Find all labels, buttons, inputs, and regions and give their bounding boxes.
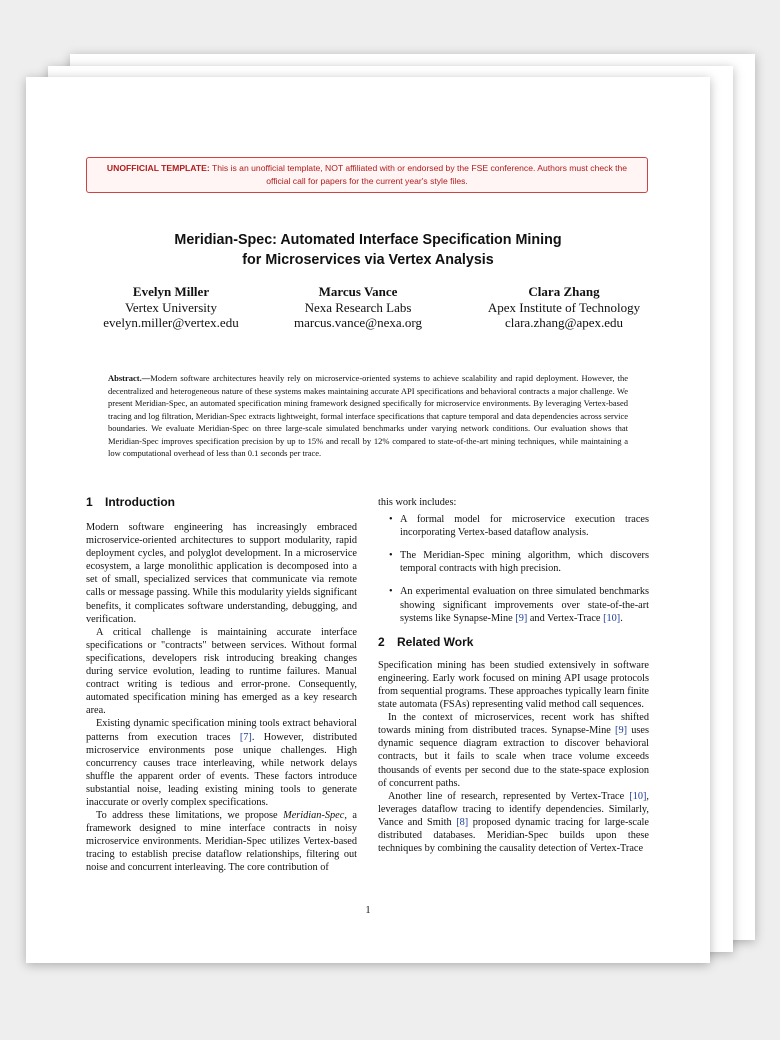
paper-title xyxy=(26,230,710,270)
author-affiliation: Apex Institute of Technology xyxy=(487,299,641,315)
page-number: 1 xyxy=(365,905,371,916)
banner-label: UNOFFICIAL TEMPLATE: xyxy=(106,163,210,173)
text-run: . xyxy=(620,612,623,624)
citation-link[interactable]: [7] xyxy=(239,731,252,743)
title-line-2: for Microservices via Vertex Analysis xyxy=(242,252,494,268)
citation-link[interactable]: [9] xyxy=(615,725,628,737)
author-email: marcus.vance@nexa.org xyxy=(294,315,422,331)
abstract-text: Modern software architectures heavily rely on microservice-oriented systems to achieve scalability and rapid deployment. However, the decentralized and heterogeneous nature of these systems makes maintaining accurate API specifications and behavioral contracts a major challenge. We present Meridian-Spec, an automated specification mining framework designed specifically for microservice environments. By leveraging Vertex-based tracing and log filtration, Meridian-Spec extracts lightweight, formal interface specifications that capture temporal and data dependencies across service boundaries. We evaluate Meridian-Spec on three large-scale simulated benchmarks under varying network conditions. Our evaluation shows that Meridian-Spec improves specification precision by up to 15% and recall by 12% compared to state-of-the-art mining techniques, while maintaining a low computational overhead of less than 0.1 seconds per trace. xyxy=(108,373,628,459)
text-run: . However, distributed microservice environments pose unique challenges. High concurrency causes trace interleaving, while network delays shuffle the apparent order of events. These factors introduce substantial noise, leading existing mining tools to generate inaccurate or overly complex specifications. xyxy=(86,731,357,808)
author-2 xyxy=(243,284,473,331)
text-run: , a framework designed to mine interface contracts in noisy microservice environments. Meridian-Spec utilizes Vertex-based tracing to establish precise dataflow relationships, filtering out noise and concurrent interleaving. The core contribution of xyxy=(86,810,357,874)
section-title: Introduction xyxy=(105,495,175,509)
text-run: proposed dynamic tracing for large-scale distributed databases. Meridian-Spec builds upon these techniques by combining the causality detection of Vertex-Trace xyxy=(378,816,649,855)
system-name-emphasis: Meridian-Spec xyxy=(283,810,345,822)
related-paragraph-2 xyxy=(378,711,649,790)
abstract-label: Abstract.— xyxy=(108,373,151,383)
left-column xyxy=(86,495,357,875)
bullet-icon: • xyxy=(389,514,393,526)
citation-link[interactable]: [8] xyxy=(456,816,469,828)
author-affiliation: Vertex University xyxy=(124,299,218,315)
contribution-item xyxy=(378,585,649,624)
citation-link[interactable]: [9] xyxy=(515,612,528,624)
author-email: evelyn.miller@vertex.edu xyxy=(103,315,239,331)
title-line-1: Meridian-Spec: Automated Interface Specification Mining xyxy=(174,232,562,248)
banner-text: This is an unofficial template, NOT affiliated with or endorsed by the FSE conference. Authors must check the official call for papers for the current year's style files. xyxy=(211,163,628,186)
author-name: Clara Zhang xyxy=(528,284,600,299)
text-run: and Vertex-Trace xyxy=(527,612,604,624)
text-run: Existing dynamic specification mining tools extract behavioral patterns from execution traces xyxy=(86,718,357,743)
bullet-icon: • xyxy=(389,550,393,562)
contributions-lead: this work includes: xyxy=(378,497,457,508)
contribution-item xyxy=(378,549,649,575)
intro-paragraph-2: A critical challenge is maintaining accurate interface specifications or "contracts" between services. Without formal specifications, developers risk introducing breaking changes during service evolution, leading to runtime failures. Manual contract writing is tedious and error-prone. Consequently, automated specification mining has emerged as a key research area. xyxy=(86,626,357,717)
text-run: In the context of microservices, recent work has shifted towards mining from distributed traces. Synapse-Mine xyxy=(378,712,649,737)
intro-paragraph-3 xyxy=(86,717,357,809)
related-paragraph-3 xyxy=(378,790,649,855)
citation-link[interactable]: [10] xyxy=(629,790,647,802)
contribution-text: The Meridian-Spec mining algorithm, which discovers temporal contracts with high precision. xyxy=(400,550,649,575)
unofficial-template-banner xyxy=(86,157,648,193)
section-heading-related-work xyxy=(378,635,649,649)
text-run: An experimental evaluation on three simulated benchmarks showing significant improvements over state-of-the-art systems like Synapse-Mine xyxy=(400,586,649,624)
text-run: Another line of research, represented by Vertex-Trace xyxy=(388,790,630,802)
author-name: Evelyn Miller xyxy=(132,284,210,299)
right-column xyxy=(378,496,649,855)
intro-paragraph-4 xyxy=(86,809,357,874)
section-heading-introduction xyxy=(86,495,357,509)
paper-page xyxy=(26,77,710,963)
intro-paragraph-1: Modern software engineering has increasingly embraced microservice-oriented architectures to support modularity, rapid deployment cycles, and polyglot development. In a microservice ecosystem, a large monolithic application is decomposed into a set of small, specialized services that communicate via remote calls or message passing. While this modularity yields significant benefits, it complicates software understanding, debugging, and verification. xyxy=(86,522,357,625)
section-title: Related Work xyxy=(397,634,474,649)
contributions-list xyxy=(378,513,649,625)
text-run: , leverages dataflow tracing to identify dependencies. Similarly, Vance and Smith xyxy=(378,790,649,828)
citation-link[interactable]: [10] xyxy=(603,612,621,624)
author-email: clara.zhang@apex.edu xyxy=(504,315,624,331)
contribution-text: A formal model for microservice execution traces incorporating Vertex-based dataflow analysis. xyxy=(400,514,649,539)
section-number: 2 xyxy=(378,634,385,649)
contribution-item xyxy=(378,513,649,539)
bullet-icon: • xyxy=(389,586,393,598)
author-3 xyxy=(449,284,679,331)
author-affiliation: Nexa Research Labs xyxy=(304,299,412,315)
text-run: uses dynamic sequence diagram extraction to discover behavioral contracts, but it fails to scale when trace volume exceeds thousands of events per second due to the state-space explosion of concurrent paths. xyxy=(378,725,649,789)
section-number: 1 xyxy=(86,495,93,509)
author-block xyxy=(26,284,710,334)
abstract xyxy=(108,372,628,460)
text-run: To address these limitations, we propose xyxy=(96,810,284,822)
related-paragraph-1: Specification mining has been studied extensively in software engineering. Early work focused on mining API usage protocols from sequential programs. These approaches typically learn finite state automata (FSAs) representing valid method call sequences. xyxy=(378,659,649,711)
author-name: Marcus Vance xyxy=(318,284,398,299)
